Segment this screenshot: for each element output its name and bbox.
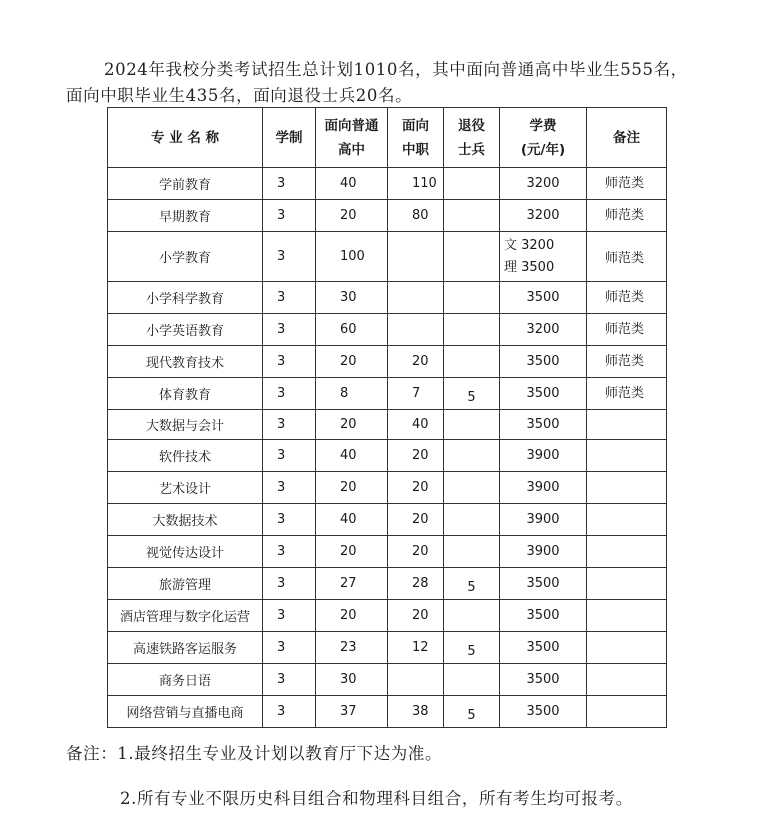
cell-veterans-count (444, 200, 500, 232)
cell-major: 高速铁路客运服务 (108, 632, 263, 664)
cell-vocational-count: 20 (388, 440, 444, 472)
cell-veterans-count (444, 472, 500, 504)
cell-major: 艺术设计 (108, 472, 263, 504)
enrollment-plan-table (107, 107, 667, 728)
cell-years: 3 (263, 232, 316, 282)
cell-veterans-count (444, 314, 500, 346)
cell-tuition (500, 232, 587, 282)
cell-tuition: 3500 (500, 282, 587, 314)
cell-highschool-count: 27 (316, 568, 388, 600)
table-row (108, 314, 667, 346)
table-row (108, 504, 667, 536)
cell-highschool-count: 20 (316, 600, 388, 632)
cell-vocational-count: 40 (388, 410, 444, 440)
cell-major: 体育教育 (108, 378, 263, 410)
table-row (108, 378, 667, 410)
cell-highschool-count: 8 (316, 378, 388, 410)
cell-note (587, 472, 667, 504)
tuition-science: 理 3500 (504, 259, 555, 275)
cell-veterans-count (444, 410, 500, 440)
cell-highschool-count: 100 (316, 232, 388, 282)
cell-major: 早期教育 (108, 200, 263, 232)
cell-vocational-count (388, 232, 444, 282)
cell-tuition: 3500 (500, 632, 587, 664)
cell-highschool-count: 20 (316, 536, 388, 568)
cell-tuition: 3900 (500, 504, 587, 536)
table-row (108, 696, 667, 728)
cell-vocational-count: 110 (388, 168, 444, 200)
cell-note: 师范类 (587, 282, 667, 314)
cell-vocational-count: 20 (388, 504, 444, 536)
cell-vocational-count: 28 (388, 568, 444, 600)
cell-note: 师范类 (587, 346, 667, 378)
cell-veterans-count (444, 664, 500, 696)
cell-major: 网络营销与直播电商 (108, 696, 263, 728)
cell-years: 3 (263, 696, 316, 728)
cell-years: 3 (263, 378, 316, 410)
cell-major: 商务日语 (108, 664, 263, 696)
header-vocational: 面向 中职 (388, 108, 444, 168)
intro-paragraph (66, 57, 756, 109)
cell-veterans-count (444, 440, 500, 472)
cell-tuition: 3500 (500, 346, 587, 378)
cell-tuition: 3200 (500, 168, 587, 200)
cell-years: 3 (263, 504, 316, 536)
cell-vocational-count: 20 (388, 600, 444, 632)
table-row (108, 346, 667, 378)
cell-vocational-count (388, 314, 444, 346)
cell-years: 3 (263, 200, 316, 232)
table-row (108, 568, 667, 600)
cell-tuition: 3500 (500, 696, 587, 728)
cell-tuition: 3900 (500, 472, 587, 504)
cell-major: 视觉传达设计 (108, 536, 263, 568)
table-row (108, 536, 667, 568)
cell-highschool-count: 37 (316, 696, 388, 728)
table-row (108, 632, 667, 664)
table-row (108, 200, 667, 232)
cell-veterans-count: 5 (444, 568, 500, 600)
table-row (108, 232, 667, 282)
cell-highschool-count: 20 (316, 410, 388, 440)
header-highschool: 面向普通 高中 (316, 108, 388, 168)
cell-highschool-count: 23 (316, 632, 388, 664)
header-veterans: 退役 士兵 (444, 108, 500, 168)
cell-veterans-count: 5 (444, 696, 500, 728)
intro-line-2: 面向中职毕业生435名，面向退役士兵20名。 (66, 86, 413, 105)
cell-note (587, 440, 667, 472)
cell-note (587, 504, 667, 536)
cell-vocational-count: 20 (388, 346, 444, 378)
cell-highschool-count: 30 (316, 664, 388, 696)
cell-note (587, 568, 667, 600)
table-header-row (108, 108, 667, 168)
cell-years: 3 (263, 568, 316, 600)
cell-note: 师范类 (587, 168, 667, 200)
cell-major: 大数据技术 (108, 504, 263, 536)
cell-tuition: 3900 (500, 440, 587, 472)
cell-years: 3 (263, 314, 316, 346)
cell-tuition: 3500 (500, 410, 587, 440)
cell-years: 3 (263, 168, 316, 200)
cell-veterans-count (444, 600, 500, 632)
cell-highschool-count: 40 (316, 504, 388, 536)
cell-vocational-count: 12 (388, 632, 444, 664)
cell-note (587, 600, 667, 632)
cell-tuition: 3900 (500, 536, 587, 568)
cell-note: 师范类 (587, 200, 667, 232)
cell-major: 大数据与会计 (108, 410, 263, 440)
cell-years: 3 (263, 440, 316, 472)
tuition-arts: 文 3200 (504, 237, 555, 253)
cell-note: 师范类 (587, 314, 667, 346)
cell-major: 小学科学教育 (108, 282, 263, 314)
header-major: 专 业 名 称 (108, 108, 263, 168)
cell-major: 小学英语教育 (108, 314, 263, 346)
cell-note (587, 664, 667, 696)
cell-years: 3 (263, 410, 316, 440)
cell-major: 学前教育 (108, 168, 263, 200)
cell-vocational-count: 20 (388, 472, 444, 504)
cell-veterans-count (444, 346, 500, 378)
cell-years: 3 (263, 600, 316, 632)
cell-note (587, 632, 667, 664)
cell-vocational-count: 20 (388, 536, 444, 568)
cell-years: 3 (263, 346, 316, 378)
cell-veterans-count (444, 536, 500, 568)
cell-highschool-count: 60 (316, 314, 388, 346)
header-tuition: 学费 (元/年) (500, 108, 587, 168)
footer-note-1: 备注：1.最终招生专业及计划以教育厅下达为准。 (66, 744, 443, 763)
cell-major: 小学教育 (108, 232, 263, 282)
table-row (108, 664, 667, 696)
cell-tuition: 3200 (500, 200, 587, 232)
cell-tuition: 3500 (500, 378, 587, 410)
table-row (108, 410, 667, 440)
table-row (108, 472, 667, 504)
cell-highschool-count: 30 (316, 282, 388, 314)
cell-highschool-count: 20 (316, 200, 388, 232)
table-row (108, 440, 667, 472)
cell-tuition: 3500 (500, 600, 587, 632)
table-row (108, 168, 667, 200)
cell-tuition: 3200 (500, 314, 587, 346)
cell-vocational-count (388, 664, 444, 696)
cell-years: 3 (263, 472, 316, 504)
cell-note: 师范类 (587, 378, 667, 410)
cell-vocational-count: 80 (388, 200, 444, 232)
cell-highschool-count: 40 (316, 168, 388, 200)
cell-vocational-count: 38 (388, 696, 444, 728)
cell-tuition: 3500 (500, 664, 587, 696)
cell-years: 3 (263, 282, 316, 314)
cell-years: 3 (263, 536, 316, 568)
cell-highschool-count: 20 (316, 472, 388, 504)
intro-line-1: 2024年我校分类考试招生总计划1010名，其中面向普通高中毕业生555名， (104, 60, 688, 79)
footer-note-2: 2.所有专业不限历史科目组合和物理科目组合，所有考生均可报考。 (120, 789, 633, 808)
cell-veterans-count: 5 (444, 378, 500, 410)
header-note: 备注 (587, 108, 667, 168)
cell-years: 3 (263, 632, 316, 664)
cell-major: 软件技术 (108, 440, 263, 472)
cell-major: 现代教育技术 (108, 346, 263, 378)
cell-major: 旅游管理 (108, 568, 263, 600)
cell-veterans-count (444, 168, 500, 200)
cell-note (587, 536, 667, 568)
cell-veterans-count: 5 (444, 632, 500, 664)
header-years: 学制 (263, 108, 316, 168)
cell-veterans-count (444, 232, 500, 282)
cell-note (587, 696, 667, 728)
table-row (108, 600, 667, 632)
cell-veterans-count (444, 282, 500, 314)
cell-veterans-count (444, 504, 500, 536)
cell-years: 3 (263, 664, 316, 696)
cell-note: 师范类 (587, 232, 667, 282)
cell-note (587, 410, 667, 440)
cell-major: 酒店管理与数字化运营 (108, 600, 263, 632)
table-row (108, 282, 667, 314)
cell-highschool-count: 20 (316, 346, 388, 378)
cell-highschool-count: 40 (316, 440, 388, 472)
cell-vocational-count: 7 (388, 378, 444, 410)
cell-tuition: 3500 (500, 568, 587, 600)
cell-vocational-count (388, 282, 444, 314)
